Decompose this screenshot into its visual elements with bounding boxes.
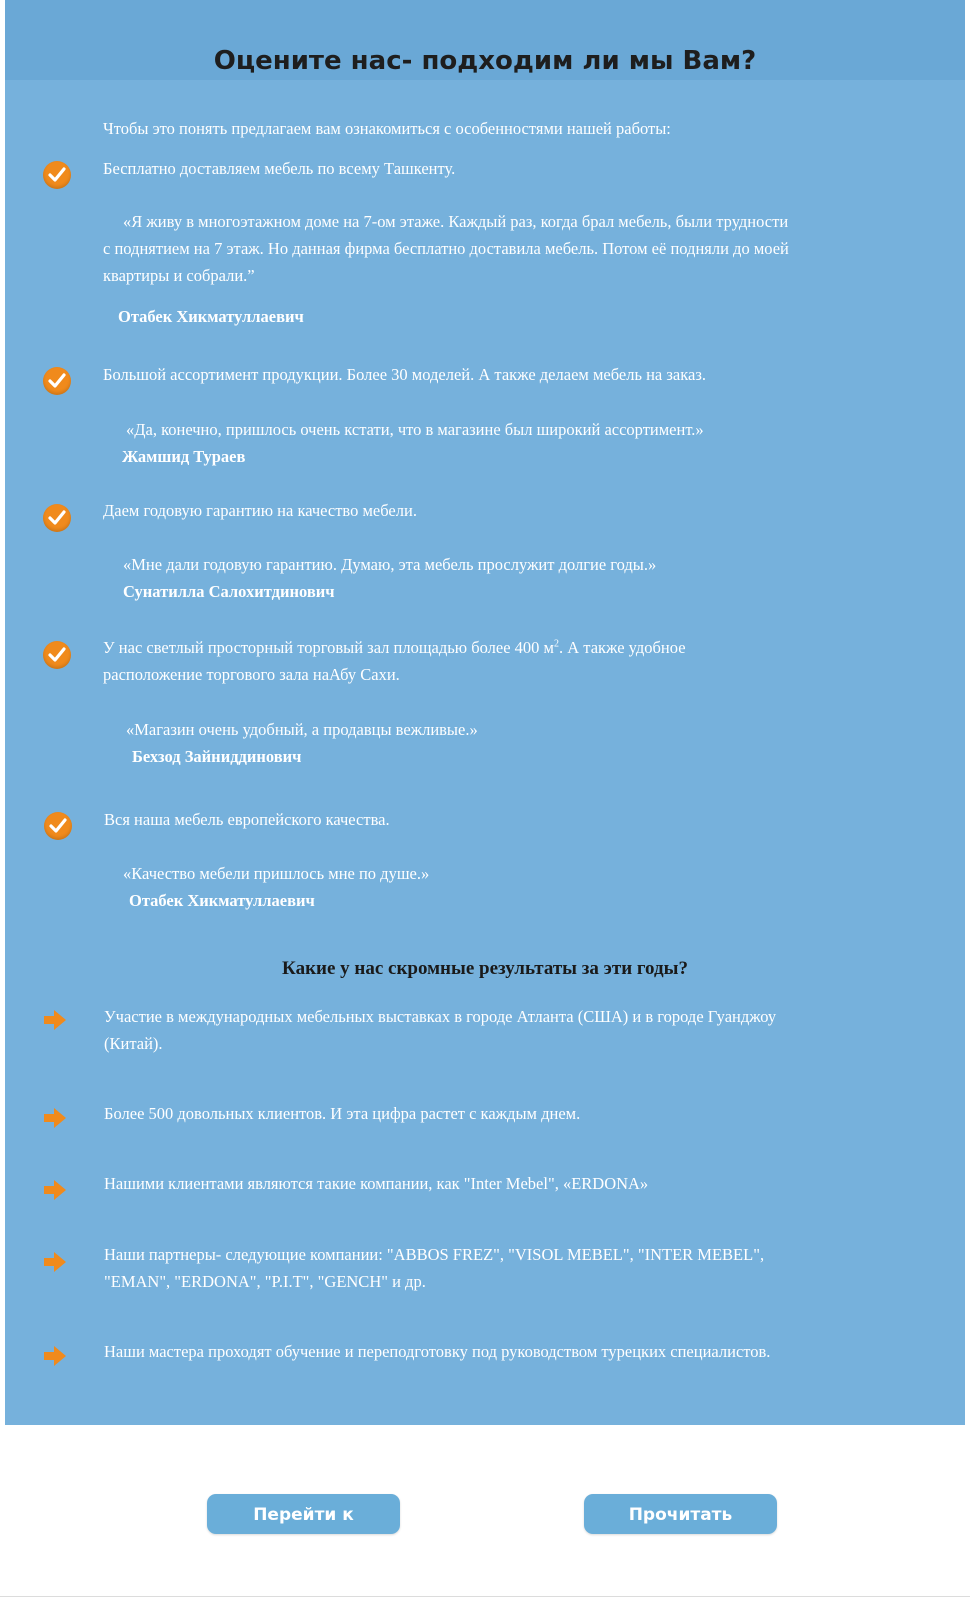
arrow-right-icon — [42, 1008, 68, 1032]
checkmark-icon — [43, 641, 71, 669]
testimonial-quote: «Да, конечно, пришлось очень кстати, что в магазине был широкий ассортимент.» — [126, 420, 704, 439]
results-heading: Какие у нас скромные результаты за эти годы? — [282, 958, 688, 979]
testimonial-quote: «Магазин очень удобный, а продавцы вежливые.» — [126, 720, 478, 739]
result-text: Наши мастера проходят обучение и переподготовку под руководством турецких специалистов. — [104, 1342, 771, 1361]
page-title: Оцените нас- подходим ли мы Вам? — [213, 46, 757, 76]
testimonial-author: Отабек Хикматуллаевич — [129, 891, 315, 910]
checkmark-icon — [44, 812, 72, 840]
testimonial-quote-line: «Я живу в многоэтажном доме на 7-ом этаже. Каждый раз, когда брал мебель, были трудности — [123, 212, 789, 231]
result-text: Участие в международных мебельных выставках в городе Атланта (США) и в городе Гуанджоу — [104, 1007, 777, 1026]
feature-text-line2: расположение торгового зала наАбу Сахи. — [103, 665, 400, 684]
testimonial-quote: «Качество мебели пришлось мне по душе.» — [123, 864, 430, 883]
intro-text: Чтобы это понять предлагаем вам ознакомиться с особенностями нашей работы: — [103, 119, 671, 138]
result-text: Наши партнеры- следующие компании: "ABBOS FREZ", "VISOL MEBEL", "INTER MEBEL", — [104, 1245, 765, 1264]
testimonial-author: Бехзод Зайниддинович — [132, 747, 302, 766]
arrow-right-icon — [42, 1178, 68, 1202]
testimonial-author: Жамшид Тураев — [122, 447, 246, 466]
testimonial-author: Сунатилла Салохитдинович — [123, 582, 335, 601]
result-text-line2: (Китай). — [104, 1034, 163, 1053]
content-panel — [5, 0, 965, 1425]
feature-text: Бесплатно доставляем мебель по всему Ташкенту. — [103, 159, 456, 178]
feature-text: У нас светлый просторный торговый зал площадью более 400 $м^2$. А также удобное — [103, 638, 686, 657]
result-text: Более 500 довольных клиентов. И эта цифра растет с каждым днем. — [104, 1104, 581, 1123]
catalog-button[interactable]: Перейти к каталогу — [207, 1494, 400, 1534]
checkmark-icon — [43, 161, 71, 189]
arrow-right-icon — [42, 1106, 68, 1130]
arrow-right-icon — [42, 1344, 68, 1368]
feature-text: Большой ассортимент продукции. Более 30 моделей. А также делаем мебель на заказ. — [103, 365, 706, 384]
bottom-divider — [0, 1596, 970, 1597]
reviews-button[interactable]: Прочитать отзывы — [584, 1494, 777, 1534]
result-text-line2: "EMAN", "ERDONA", "P.I.T", "GENCH" и др. — [104, 1272, 426, 1291]
testimonial-quote-line: квартиры и собрали.” — [103, 266, 255, 285]
arrow-right-icon — [42, 1250, 68, 1274]
checkmark-icon — [43, 504, 71, 532]
feature-text: Вся наша мебель европейского качества. — [104, 810, 390, 829]
testimonial-quote-line: с поднятием на 7 этаж. Но данная фирма бесплатно доставила мебель. Потом её подняли до моей — [103, 239, 789, 258]
result-text: Нашими клиентами являются такие компании, как "Inter Mebel", «ERDONA» — [104, 1174, 649, 1193]
testimonial-quote: «Мне дали годовую гарантию. Думаю, эта мебель прослужит долгие годы.» — [123, 555, 657, 574]
testimonial-author: Отабек Хикматуллаевич — [118, 307, 304, 326]
checkmark-icon — [43, 367, 71, 395]
feature-text: Даем годовую гарантию на качество мебели. — [103, 501, 417, 520]
